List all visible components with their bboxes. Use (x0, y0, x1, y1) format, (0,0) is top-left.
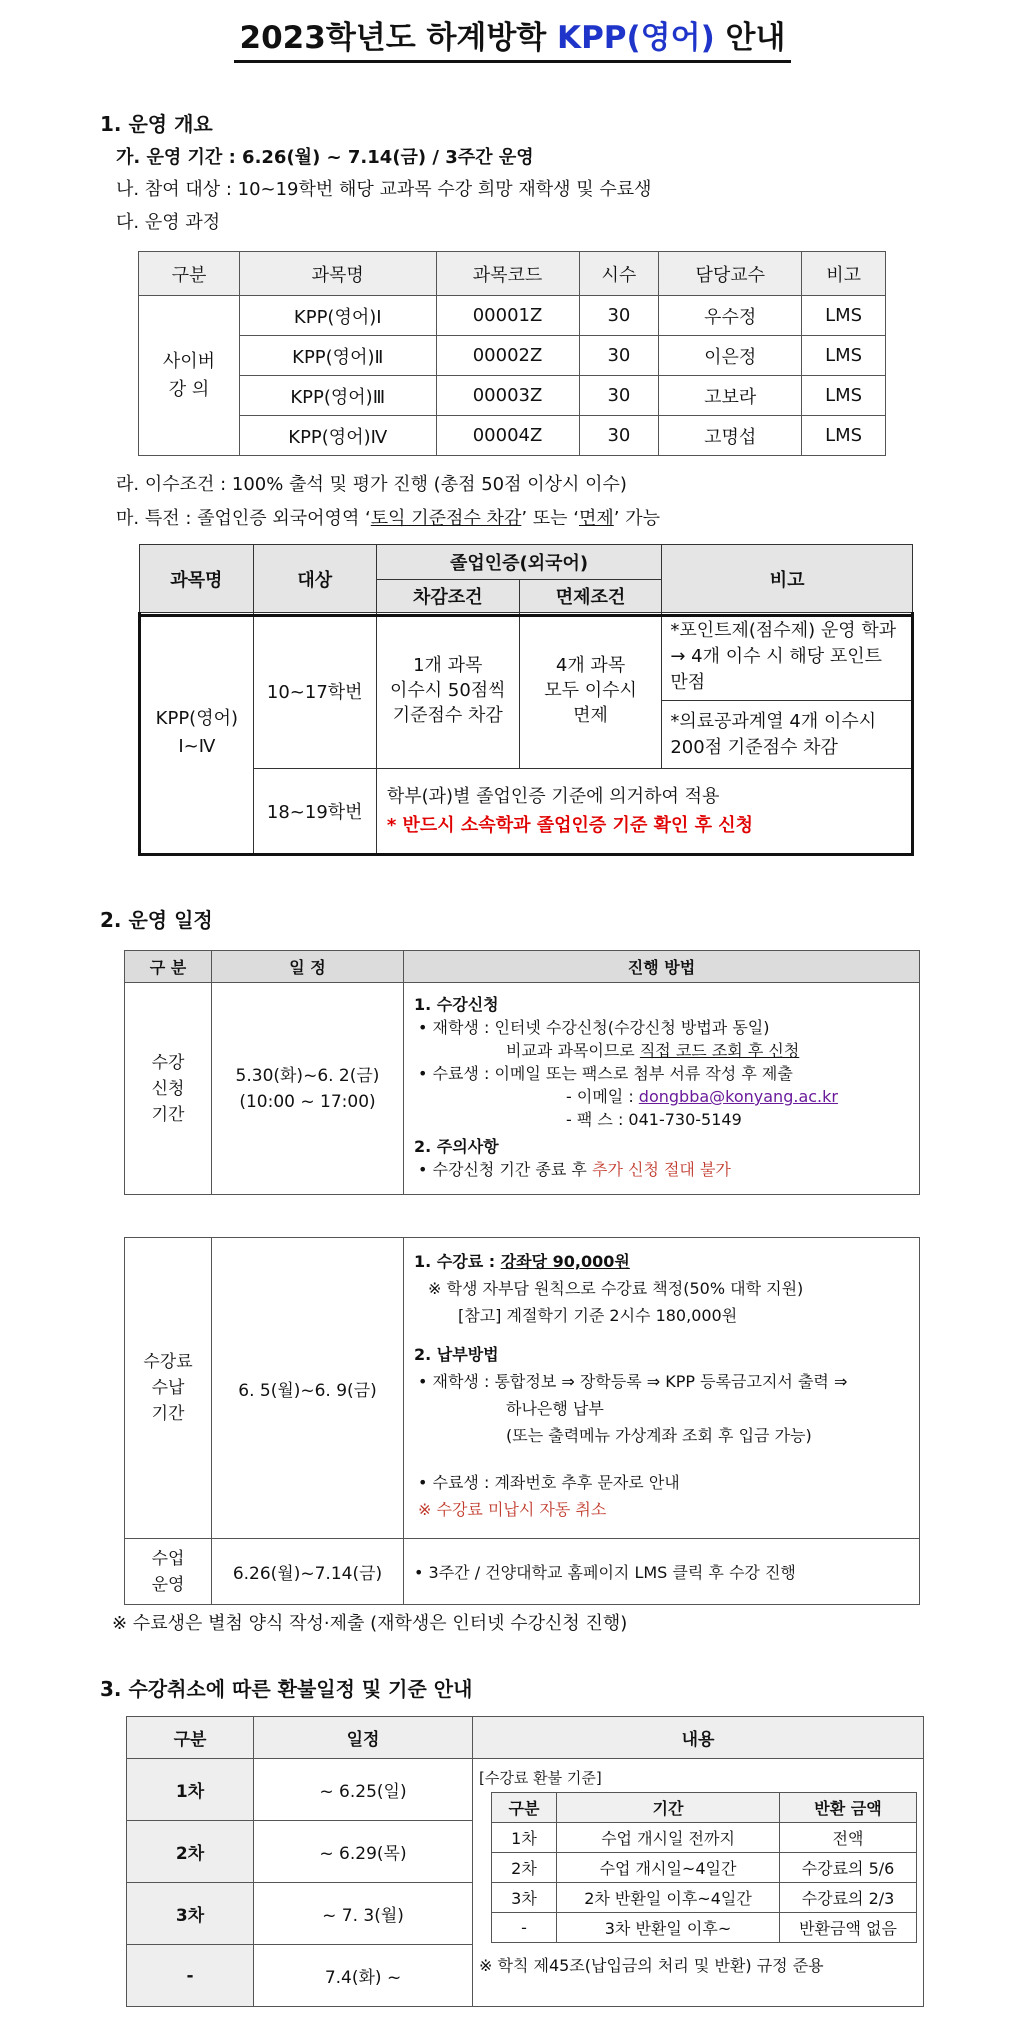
refund-note: ※ 학칙 제45조(납입금의 처리 및 반환) 규정 준용 (479, 1956, 824, 1975)
refund-criteria-table: 구분 기간 반환 금액 1차 수업 개시일 전까지 전액 2차 수업 개시일~4일간 수강료의 5/6 3차 2차 반환일 이후~4일간 수강료의 2/3 - 3차 반환일 이후~ 반환금액 없음 (491, 1792, 917, 1943)
table-row: 수강 신청 기간 5.30(화)~6. 2(금) (10:00 ~ 17:00) 1. 수강신청 • 재학생 : 인터넷 수강신청(수강신청 방법과 동일) 비교과 과목이므로 직접 코드 조회 후 신청 • 수료생 : 이메일 또는 팩스로 첨부 서류 작성 후 제출 - 이메일 : dongbba@konyang.ac.kr - 팩 스 : 041-730-5149 2. 주의사항 • 수강신청 기간 종료 후 추가 신청 절대 불가 (125, 983, 920, 1195)
table-row: 18~19학번 학부(과)별 졸업인증 기준에 의거하여 적용 * 반드시 소속학과 졸업인증 기준 확인 후 신청 (140, 769, 913, 855)
table-row: 1차 수업 개시일 전까지 전액 (492, 1823, 917, 1853)
table-row: KPP(영어)Ⅳ 00004Z 30 고명섭 LMS (139, 416, 886, 456)
benefit-table: 과목명 대상 졸업인증(외국어) 비고 차감조건 면제조건 KPP(영어) Ⅰ~Ⅳ 10~17학번 1개 과목 이수시 50점씩 기준점수 차감 4개 과목 모두 이수시 면제 *포인트제(점수제) 운영 학과 → 4개 이수 시 해당 포인트 만점 *의료공과계열 4개 이수시 200점 기준점수 차감 18~19학번 학부(과)별 졸업인증 기준에 의거하여 적용 * 반드시 소속학과 졸업인증 기준 확인 후 신청 (138, 544, 914, 856)
course-line: 다. 운영 과정 (116, 212, 221, 233)
period-line: 가. 운영 기간 : 6.26(월) ~ 7.14(금) / 3주간 운영 (116, 147, 534, 168)
target-line: 나. 참여 대상 : 10~19학번 해당 교과목 수강 희망 재학생 및 수료생 (116, 179, 652, 200)
table-row: 수강료 수납 기간 6. 5(월)~6. 9(금) 1. 수강료 : 강좌당 90,000원 ※ 학생 자부담 원칙으로 수강료 책정(50% 대학 지원) [참고] 계절학기 기준 2시수 180,000원 2. 납부방법 • 재학생 : 통합정보 ⇒ 장학등록 ⇒ KPP 등록금고지서 출력 ⇒ 하나은행 납부 (또는 출력메뉴 가상계좌 조회 후 입금 가능) • 수료생 : 계좌번호 추후 문자로 안내 ※ 수강료 미납시 자동 취소 (125, 1238, 920, 1539)
table-row: - 7.4(화) ~ (127, 1945, 924, 2007)
section1-heading: 1. 운영 개요 (100, 112, 213, 136)
table-row: KPP(영어) Ⅰ~Ⅳ 10~17학번 1개 과목 이수시 50점씩 기준점수 차감 4개 과목 모두 이수시 면제 *포인트제(점수제) 운영 학과 → 4개 이수 시 해당 포인트 만점 (140, 613, 913, 701)
refund-table: 구분 일정 내용 1차 ~ 6.25(일) [수강료 환불 기준] 구분 기간 반환 금액 1차 수업 개시일 전까지 전액 2차 수업 개시일~4일간 수강료의 5/6 3차 2차 반환일 이후~4일간 수강료의 2/3 - 3차 반환일 이후~ 반환금액 없음 ※ 학칙 제45조(납입금의 처리 및 반환) 규정 준용 2차 ~ 6.29(목) 3차 ~ 7. 3(월) - 7.4(화) ~ (126, 1716, 924, 2007)
table-row: KPP(영어)Ⅱ 00002Z 30 이은정 LMS (139, 336, 886, 376)
schedule-table: 구 분 일 정 진행 방법 수강 신청 기간 5.30(화)~6. 2(금) (10:00 ~ 17:00) 1. 수강신청 • 재학생 : 인터넷 수강신청(수강신청 방법과 동일) 비교과 과목이므로 직접 코드 조회 후 신청 • 수료생 : 이메일 또는 팩스로 첨부 서류 작성 후 제출 - 이메일 : dongbba@konyang.ac.kr - 팩 스 : 041-730-5149 2. 주의사항 • 수강신청 기간 종료 후 추가 신청 절대 불가 (124, 950, 920, 1195)
table-row: 1차 ~ 6.25(일) [수강료 환불 기준] 구분 기간 반환 금액 1차 수업 개시일 전까지 전액 2차 수업 개시일~4일간 수강료의 5/6 3차 2차 반환일 이후~4일간 수강료의 2/3 - 3차 반환일 이후~ 반환금액 없음 ※ 학칙 제45조(납입금의 처리 및 반환) 규정 준용 (127, 1759, 924, 1821)
table-row: *의료공과계열 4개 이수시 200점 기준점수 차감 (140, 701, 913, 769)
section2-heading: 2. 운영 일정 (100, 908, 213, 932)
table-row: 3차 ~ 7. 3(월) (127, 1883, 924, 1945)
table-row: 2차 ~ 6.29(목) (127, 1821, 924, 1883)
course-table: 구분 과목명 과목코드 시수 담당교수 비고 사이버 강 의 KPP(영어)Ⅰ 00001Z 30 우수정 LMS KPP(영어)Ⅱ 00002Z 30 이은정 LMS KPP(영어)Ⅲ 00003Z 30 고보라 LMS KPP(영어)Ⅳ 00004Z 30 고명섭 LMS (138, 251, 886, 456)
schedule-footnote: ※ 수료생은 별첨 양식 작성·제출 (재학생은 인터넷 수강신청 진행) (112, 1613, 628, 1634)
benefit-line: 마. 특전 : 졸업인증 외국어영역 ‘토익 기준점수 차감’ 또는 ‘면제’ 가능 (116, 508, 661, 529)
email-link[interactable]: dongbba@konyang.ac.kr (638, 1087, 838, 1106)
table-row: 3차 2차 반환일 이후~4일간 수강료의 2/3 (492, 1883, 917, 1913)
page-title: 2023학년도 하계방학 KPP(영어) 안내 (0, 18, 1025, 63)
completion-line: 라. 이수조건 : 100% 출석 및 평가 진행 (총점 50점 이상시 이수) (116, 474, 627, 495)
table-row: 사이버 강 의 KPP(영어)Ⅰ 00001Z 30 우수정 LMS (139, 296, 886, 336)
title-highlight: KPP(영어) (557, 20, 715, 56)
table-row: 2차 수업 개시일~4일간 수강료의 5/6 (492, 1853, 917, 1883)
fee-table (124, 1237, 920, 1605)
table-row: 수업 운영 6.26(월)~7.14(금) • 3주간 / 건양대학교 홈페이지 LMS 클릭 후 수강 진행 (125, 1539, 920, 1605)
table-row: - 3차 반환일 이후~ 반환금액 없음 (492, 1913, 917, 1943)
warning-text: * 반드시 소속학과 졸업인증 기준 확인 후 신청 (386, 815, 754, 836)
table-row: KPP(영어)Ⅲ 00003Z 30 고보라 LMS (139, 376, 886, 416)
section3-heading: 3. 수강취소에 따른 환불일정 및 기준 안내 (100, 1677, 473, 1701)
